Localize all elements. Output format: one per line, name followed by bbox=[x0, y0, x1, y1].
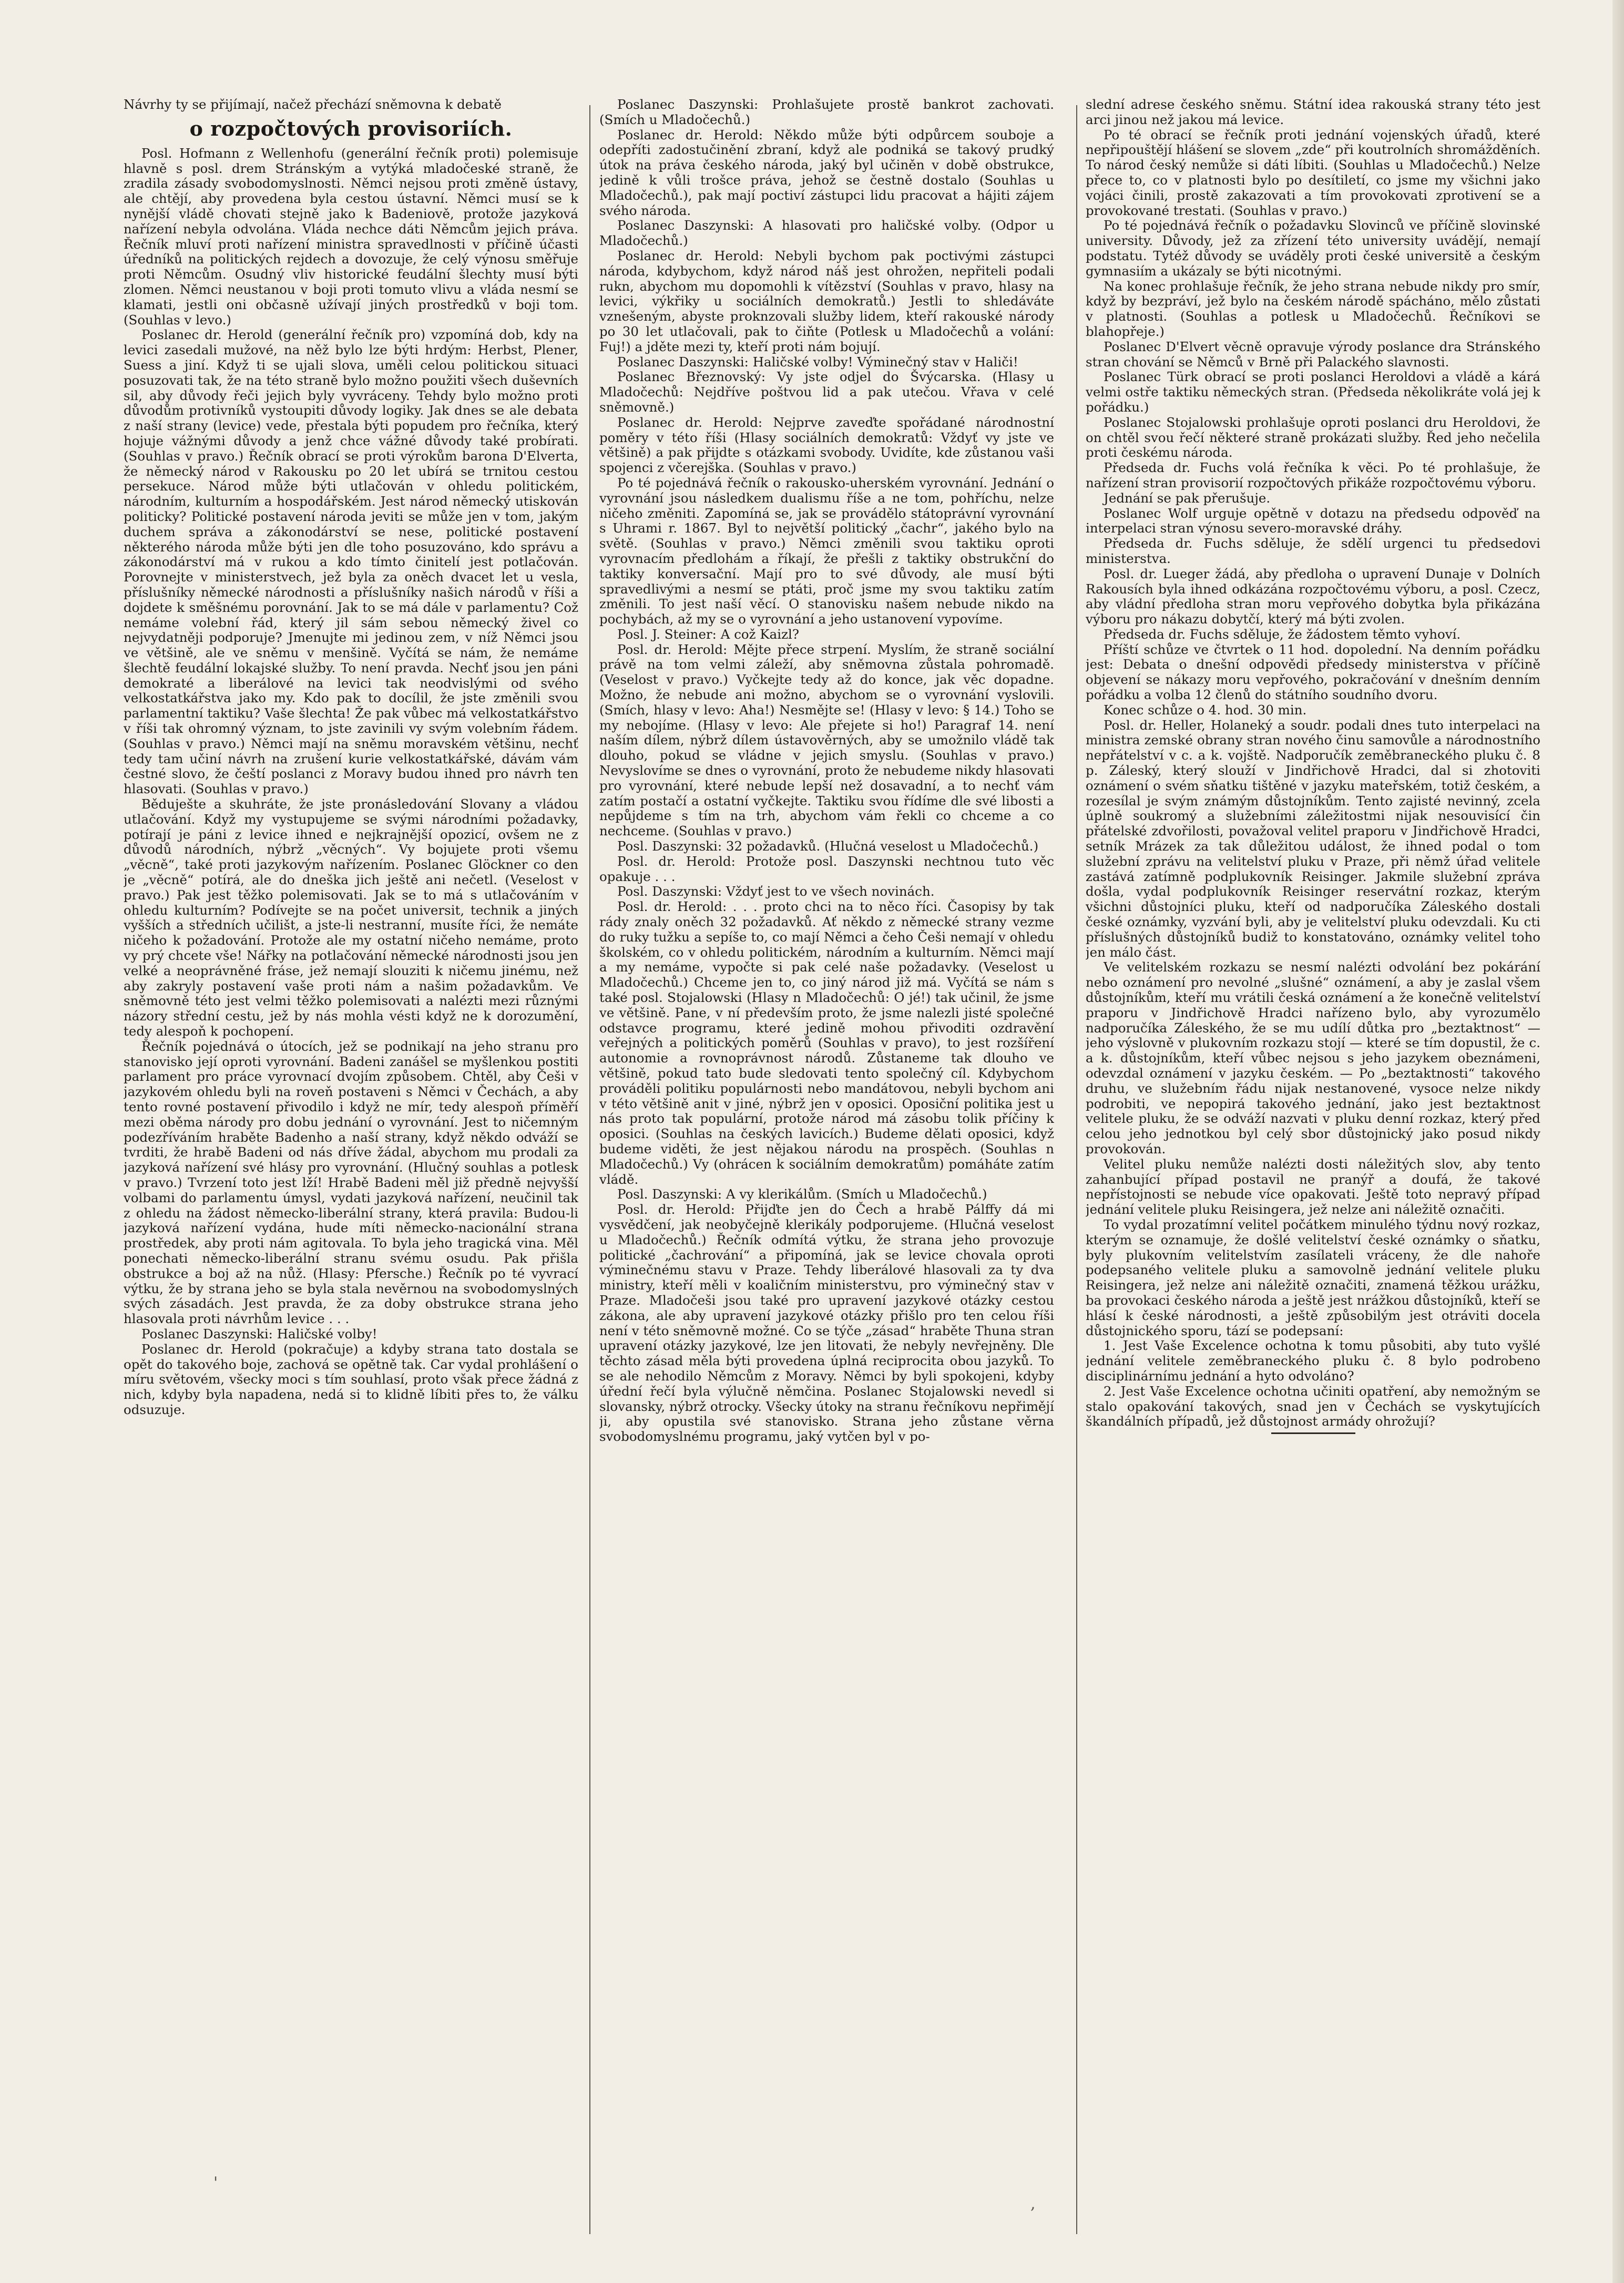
paragraph: Posl. dr. Herold: . . . proto chci na to něco říci. Časopisy by tak rády znaly oněch 32 požadavků. Ať někdo z německé strany vezme do ruky tužku a sepíše to, co mají Němci a čeho Češi nemají v ohledu školském, co v ohledu politickém, národním a kulturním. Němci mají a my nemáme, vypočte si pak celé naše požadavky. (Veselost u Mladočechů.) Chceme jen to, co jiný národ již má. Vyčítá se nám s také posl. Stojalowski (Hlasy n Mladočechů: O jé!) tak učinil, že jsme ve většině. Pane, v ní především proto, že jsme nalezli jisté společné odstavce programu, které jedině mohou přivoditi ozdravění veřejných a politických poměrů (Souhlas v pravo), to jest rozšíření autonomie a rovnoprávnost národů. Zůstaneme tak dlouho ve většině, pokud tato bude sledovati tento společný cíl. Kdybychom prováděli politiku populárnosti nebo mandátovou, nebyli bychom ani v této většině anit v jiné, nýbrž jen v oposici. Oposiční politika jest u nás proto tak populární, protože národ má zásobu tolik příčiny k oposici. (Souhlas na českých lavicích.) Budeme dělati oposici, když budeme viděti, že jest nějakou národu na prospěch. (Souhlas n Mladočechů.) Vy (ohrácen k sociálním demokratům) pomáháte zatím vládě. bbox=[599, 899, 1054, 1187]
scan-mark: , bbox=[1030, 2195, 1036, 2213]
paragraph: Posl. Daszynski: 32 požadavků. (Hlučná veselost u Mladočechů.) bbox=[617, 838, 1039, 854]
paragraph: Poslanec D'Elvert věcně opravuje výrody poslance dra Stránského stran chování se Němců v Brně při Palackého slavnosti. bbox=[1086, 339, 1540, 370]
paragraph: Poslanec Türk obrací se proti poslanci Heroldovi a vládě a kárá velmi ostře taktiku německých stran. (Předseda několikráte volá jej k pořádku.) bbox=[1086, 369, 1540, 415]
column-middle bbox=[599, 97, 1054, 2242]
paragraph: Předseda dr. Fuchs volá řečníka k věci. Po té prohlašuje, že nařízení stran provisorií rozpočtových přikáže rozpočtovému výboru. bbox=[1086, 460, 1540, 490]
paragraph: Poslanec Stojalowski prohlašuje oproti poslanci dru Heroldovi, že on chtěl svou řečí některé straně prokázati služby. Řed jeho nečelila proti českému národa. bbox=[1086, 414, 1540, 460]
interpellation-paragraph: Posl. dr. Heller, Holaneký a soudr. podali dnes tuto interpelaci na ministra zemské obrany stran nového činu samovůle a národnostního nepřátelství v c. a k. vojště. Nadporučík zeměbraneckého pluku č. 8 p. Záleský, který slouží v Jindřichově Hradci, dal si zhotoviti oznámení o svém sňatku tištěné v jazyku mateřském, totiž českém, a rozesílal je svým známým důstojníkům. Tento zajisté nevinný, zcela úplně soukromý a služebními záležitostmi nijak nesouvisící čin přátelské zdvořilosti, považoval velitel praporu v Jindřichově Hradci, setník Mrázek za tak důležitou událost, že ihned podal o tom služební zprávu na velitelství pluku v Praze, při němž úřad velitele zastává zatímně podplukovník Reisinger. Jakmile služební zpráva došla, vydal podplukovník Reisinger reservátní rozkaz, kterým všichni důstojníci pluku, kteří od nadporučíka Záleského dostali české oznámky, vyzvání byli, aby je velitelství pluku odevzdali. Ku cti příslušných důstojníků budiž to konstatováno, oznámky velitel toho jen málo část. bbox=[1086, 717, 1540, 960]
scan-mark: ' bbox=[213, 2174, 218, 2192]
column-left bbox=[124, 97, 578, 2242]
paragraph: Běduješte a skuhráte, že jste pronásledování Slovany a vládou utlačování. Když my vystupujeme se svými národními požadavky, potírají je páni z levice ihned e nejkrajnější opozicí, ovšem ne z důvodů národních, nýbrž „věcných“. Vy bojujete proti všemu „věcně“, také proti jazykovým nařízením. Poslanec Glöckner co den je „věcně“ potírá, ale do dneška jich ještě ani nečetl. (Veselost v pravo.) Pak jest těžko polemisovati. Jak se to má s utlačováním v ohledu kulturním? Podívejte se na počet universit, technik a jiných vyšších a středních učilišt, a jste-li nestranní, musíte říci, že nemáte ničeho k požadování. Protože ale my ostatní ničeho nemáme, proto vy prý chcete vše! Nářky na potlačování německé národnosti jsou jen velké a neoprávněné fráse, jež nemají slouziti k ničemu jinému, než aby zakryly postavení vaše proti nám a našim požadavkům. Ve sněmovně této jest velmi těžko polemisovati a nalézti mezi různými názory střední cestu, jež by nás mohla vésti když ne k dorozumění, tedy alespoň k pochopení. bbox=[124, 796, 578, 1039]
paragraph: Ve velitelském rozkazu se nesmí nalézti odvolání bez pokárání nebo oznámení pro nevolné „slušné“ oznámení, a aby je zaslal všem důstojníkům, kteří mu vrátili česká oznámení a že konečně velitelství praporu v Jindřichově Hradci nařízeno bylo, aby vyrozumělo nadporučíka Záleského, že se mu udílí důtka pro „beztaktnost“ — jeho výslovně v plukovním rozkazu stojí — které se tím dopustil, že c. a k. důstojníkům, kteří vůbec nejsou s jeho jazykem obeznámeni, odevzdal oznámení v jazyku českém. — Po „beztaktnosti“ takového druhu, ve služebním řádu nijak nestanovené, vysoce nelze nikdy podrobiti, ve nepopirá takového jednání, jako jest beztaktnost velitele pluku, že se odváží nazvati v pluku denní rozkaz, který před celou jeho jednotkou byl celý sbor důstojnický jako posud nikdy provokován. bbox=[1086, 959, 1540, 1156]
paragraph: Posl. J. Steiner: A což Kaizl? bbox=[617, 626, 799, 642]
paragraph: Po té pojednává řečník o požadavku Slovinců ve příčině slovinské university. Důvody, jež za zřízení této university uvádějí, nemají podstatu. Tytéž důvody se uváděly proti české universitě a českým gymnasiím a ukázaly se býti nicotnými. bbox=[1086, 218, 1540, 279]
paragraph: Poslanec dr. Herold: Nejprve zaveďte spořádané národnostní poměry v této říši (Hlasy sociálních demokratů: Vždyť vy jste ve většině) a pak přijdte s otázkami svobody. Uvidíte, kde zůstanou vaši spojenci z včerejška. (Souhlas v pravo.) bbox=[599, 414, 1054, 476]
question-1: 1. Jest Vaše Excelence ochotna k tomu působiti, aby tuto vyšlé jednání velitele zeměbraneckého pluku č. 8 bylo podrobeno disciplinárnímu jednání a hyto odvoláno? bbox=[1086, 1338, 1540, 1384]
paragraph: Na konec prohlašuje řečník, že jeho strana nebude nikdy pro smír, když by bezpráví, jež bylo na českém národě spácháno, mělo zůstati v platnosti. (Souhlas a potlesk u Mladočechů. Řečníkovi se blahopřeje.) bbox=[1086, 278, 1540, 339]
column-divider bbox=[1076, 105, 1077, 2234]
question-2: 2. Jest Vaše Excelence ochotna učiniti opatření, aby nemožným se stalo opakování takových, snad jen v Čechách se vyskytujících škandálních případů, jež důstojnost armády ohrožují? bbox=[1086, 1383, 1540, 1429]
paragraph: Posl. dr. Herold: Protože posl. Daszynski nechtnou tuto věc opakuje . . . bbox=[599, 853, 1054, 884]
paragraph: Velitel pluku nemůže nalézti dosti náležitých slov, aby tento zahanbující případ postavil ne pranýř a doufá, že takové nepřístojnosti se nebude více opakovati. Ještě toto nepravý případ jednání velitele pluku Reisingera, jež nelze ani náležitě označiti. bbox=[1086, 1156, 1540, 1217]
intro-paragraph: Návrhy ty se přijímají, načež přechází sněmovna k debatě bbox=[124, 97, 502, 112]
section-heading: o rozpočtových provisoriích. bbox=[189, 116, 513, 140]
paragraph: Poslanec dr. Herold: Někdo může býti odpůrcem souboje a odepříti zadostučinění zbraní, když ale podniká se takový prudký útok na práva českého národa, jaký byl učiněn v době obstrukce, jedině k vůli trošce práva, jehož se čestně dostalo (Souhlas u Mladočechů.), pak mají poctiví zástupci lidu pracovat a hájiti zájem svého národa. bbox=[599, 127, 1054, 218]
page-edge-shadow bbox=[1612, 0, 1624, 2283]
paragraph: Posl. Daszynski: A vy klerikálům. (Smích u Mladočechů.) bbox=[617, 1186, 987, 1202]
paragraph: Posl. dr. Herold: Mějte přece strpení. Myslím, že straně sociální právě na tom velmi záleží, aby sněmovna zůstala pohromadě. (Veselost v pravo.) Vyčkejte tedy až do konce, jak věc dopadne. Možno, že nebude ani možno, abychom se o vyrovnání vyslovili. (Smích, hlasy v levo: Aha!) Nesmějte se! (Hlasy v levo: § 14.) Toho se my nebojíme. (Hlasy v levo: Ale přejete si ho!) Paragraf 14. není naším dílem, nýbrž dílem ústavověrných, aby se umožnilo vládě tak dlouho, pokud se vládne v jejich smyslu. (Souhlas v pravo.) Nevyslovíme se dnes o vyrovnání, proto že nebudeme nikdy hlasovati pro vyrovnání, které nebude lepší než dosavadní, a to nechť vám zatím postačí a ostatní vyčkejte. Taktiku svou řídíme dle své libosti a nepůjdeme s tím na trh, abychom vám řekli co chceme a co nechceme. (Souhlas v pravo.) bbox=[599, 641, 1054, 839]
paragraph: Poslanec Daszynski: Haličské volby! bbox=[141, 1326, 377, 1342]
paragraph: Předseda dr. Fuchs sděluje, že sdělí urgenci tu předsedovi ministerstva. bbox=[1086, 536, 1540, 566]
paragraph: To vydal prozatímní velitel počátkem minulého týdnu nový rozkaz, kterým se oznamuje, že došlé velitelství české oznámky o sňatku, byly plukovním velitelstvím zasílateli vráceny, že dle nahoře podepsaného velitele pluku a samovolně jednání velitele pluku Reisingera, jež nelze ani náležitě označiti, znamená těžkou urážku, ba provokaci českého národa a ještě jest nrážkou důstojníků, kteří se hlásí k české národnosti, a ještě způsobilým jest otráviti docela důstojnického sporu, tází se podepsaní: bbox=[1086, 1216, 1540, 1338]
end-rule bbox=[1271, 1432, 1355, 1434]
paragraph: Poslanec Daszynski: A hlasovati pro haličské volby. (Odpor u Mladočechů.) bbox=[599, 218, 1054, 249]
paragraph: Poslanec dr. Herold (generální řečník pro) vzpomíná dob, kdy na levici zasedali mužové, na něž bylo lze býti hrdým: Herbst, Plener, Suess a jiní. Když ti se ujali slova, uměli celou politickou situaci posuzovati tak, že na této straně bylo možno použiti všech duševních sil, aby důvody řeči jejich byly vyvráceny. Tehdy bylo možno proti důvodům protivníků vystoupiti důvody logiky. Jak dnes se ale debata z naší strany (levice) vede, přestala býti popudem pro řečníka, který hojuje vážnými důvody a jenž chce vážné důvody také probírati. (Souhlas v pravo.) Řečník obrací se proti výrokům barona D'Elverta, že německý národ v Rakousku po 20 let ubírá se trnitou cestou persekuce. Národ může býti utlačován v ohledu politickém, národním, kulturním a hospodářském. Jest národ německý utiskován politicky? Politické postavení národa jeviti se může jen v tom, jakým duchem správa a zákonodárství se nese, politické postavení některého národa může býti jen dle toho posuzováno, kdo správu a zákonodárství má v rukou a kdo tímto činitelí jest potlačován. Porovnejte v ministerstvech, jež byla za oněch dvacet let u vesla, příslušníky německé národnosti a příslušníky našich národů v říši a dojdete k směšnému porovnání. Jak to se má dále v parlamentu? Což nemáme volební řád, který jil sám sebou německý živel co nejvydatněji podporuje? Jmenujte mi jedinou zem, v níž Němci jsou ve většině, ale ve sněmu v menšině. Vyčítá se nám, že nemáme šlechtě feudální lokajské služby. To není pravda. Nechť jsou jen páni demokraté a liberálové na levici tak neodvislými od svého velkostatkářstva jako my. Kdo pak to docílil, že jste změnili svou parlamentní taktiku? Vaše šlechta! Že pak vůbec má velkostatkářstvo v říši tak ohromný význam, to jste zavinili vy svým volebním řádem. (Souhlas v pravo.) Němci mají na sněmu moravském většinu, nechť tedy tam učiní návrh na zrušení kurie velkostatkářské, dávám vám čestné slovo, že čeští poslanci z Moravy budou ihned pro návrh ten hlasovati. (Souhlas v pravo.) bbox=[124, 327, 578, 797]
paragraph: Po té obrací se řečník proti jednání vojenských úřadů, které nepřipouštějí hlášení se slovem „zde“ při koutrolních shromážděních. To národ český nemůže si dáti líbiti. (Souhlas u Mladočechů.) Nelze přece to, co v platnosti bylo po desítiletí, co jsme my všichni jako vojáci činili, prostě zakazovati a tím provokovati zprotivení se a provokované trestati. (Souhlas v pravo.) bbox=[1086, 127, 1540, 218]
paragraph: Poslanec Březnovský: Vy jste odjel do Švýcarska. (Hlasy u Mladočechů: Nejdříve poštvou lid a pak utečou. Vřava v celé sněmovně.) bbox=[599, 369, 1054, 415]
paragraph: Posl. Hofmann z Wellenhofu (generální řečník proti) polemisuje hlavně s posl. drem Stránským a vytýká mladočeské straně, že zradila zásady svobodomyslnosti. Němci nejsou proti změně ústavy, ale chtějí, aby provedena byla cestou ústavní. Němci musí se k nynější vládě chovati stejně jako k Badeniově, protože jazyková nařízení nebyla odvolána. Vláda nechce dáti Němcům jejich práva. Řečník mluví proti nařízení ministra spravedlnosti v příčině účasti úředníků na politických rejdech a dovozuje, že celý výnosu směřuje proti Němcům. Osudný vliv historické feudální šlechty musí býti zlomen. Němci neustanou v boji proti tomuto vlivu a vláda nesmí se klamati, jestli oni občasně užívají jiných prostředků v boji tom. (Souhlas v levo.) bbox=[124, 145, 578, 327]
paragraph: Konec schůze o 4. hod. 30 min. bbox=[1104, 702, 1307, 718]
column-right bbox=[1086, 97, 1540, 2242]
column-divider bbox=[589, 105, 590, 2234]
paragraph: slední adrese českého sněmu. Státní idea rakouská strany této jest arci jinou než jakou má levice. bbox=[1086, 97, 1540, 127]
paragraph: Posl. dr. Lueger žádá, aby předloha o upravení Dunaje v Dolních Rakousích byla ihned odkázána rozpočtovému výboru, a posl. Czecz, aby vládní předloha stran moru vepřového dobytka byla přikázána výboru pro nákazu dobytčí, který má býti zvolen. bbox=[1086, 566, 1540, 627]
paragraph: Posl. Daszynski: Vždyť jest to ve všech novinách. bbox=[617, 884, 935, 899]
paragraph: Řečník pojednává o útocích, jež se podnikají na jeho stranu pro stanovisko její oproti vyrovnání. Badeni zanášel se myšlenkou postiti parlament pro práce vyrovnací dvojím způsobem. Chtěl, aby Češi v jazykovém ohledu byli na roveň postaveni s Němci v Čechách, a aby tento rovné postavení přivodilo i když ne mír, tedy alespoň příměří mezi oběma národy pro dobu jednání o vyrovnání. Jest to ničemným podezříváním hraběte Badenho a naší strany, když někdo odváží se tvrditi, že hrabě Badeni od nás dříve žádal, abychom mu prodali za jazyková nařízení své hlásy pro vyrovnání. (Hlučný souhlas a potlesk v pravo.) Tvrzení toto jest lží! Hrabě Badeni měl již předně nejvyšší volbami do parlamentu úmysl, vydati jazyková nařízení, neučinil tak z ohledu na žádost německo-liberální strany, která pravila: Budou-li jazyková nařízení vydána, hude míti německo-nacionální strana prostředek, aby proti nám agitovala. To byla jeho tragická vina. Měl ponechati německo-liberální stranu svému osudu. Pak přišla obstrukce a boj až na nůž. (Hlasy: Pfersche.) Řečník po té vyvrací výtku, že by strana jeho se byla stala nevěrnou na svobodomyslných svých zásadách. Jest pravda, že za doby obstrukce strana jeho hlasovala proti návrhům levice . . . bbox=[124, 1038, 578, 1327]
paragraph: Poslanec dr. Herold (pokračuje) a kdyby strana tato dostala se opět do takového boje, zachová se opětně tak. Car vydal prohlášení o míru světovém, všecky moci s tím souhlasí, proto však přece žádná z nich, kdyby byla napadena, nedá si to klidně líbiti přes to, že válku odsuzuje. bbox=[124, 1341, 578, 1417]
paragraph: Jednání se pak přerušuje. bbox=[1104, 490, 1271, 506]
paragraph: Poslanec Daszynski: Prohlašujete prostě bankrot zachovati. (Smích u Mladočechů.) bbox=[599, 97, 1054, 127]
paragraph: Poslanec Wolf urguje opětně v dotazu na předsedu odpověď na interpelaci stran výnosu severo-moravské dráhy. bbox=[1086, 505, 1540, 536]
paragraph: Předseda dr. Fuchs sděluje, že žádostem těmto vyhoví. bbox=[1104, 626, 1461, 642]
paragraph: Příští schůze ve čtvrtek o 11 hod. dopolední. Na denním pořádku jest: Debata o dnešní odpovědi předsedy ministerstva v příčině objevení se nákazy moru vepřového, pokračování v dnešním denním pořádku a volba 12 členů do státního soudního dvoru. bbox=[1086, 641, 1540, 703]
paragraph: Poslanec Daszynski: Haličské volby! Výminečný stav v Haliči! bbox=[617, 354, 1018, 370]
paragraph: Po té pojednává řečník o rakousko-uherském vyrovnání. Jednání o vyrovnání jsou následkem dualismu říše a ne tom, pohříchu, nelze ničeho změniti. Zapomíná se, jak se provádělo státoprávní vyrovnání s Uhrami r. 1867. Byl to největší politický „čachr“, jakého bylo na světě. (Souhlas v pravo.) Němci změnili svou taktiku oproti vyrovnacím předlohám a říkají, že přešli z taktiky obstrukční do taktiky konversační. Mají pro to své důvody, ale musí býti spravedlivými a nesmí se ptáti, proč jsme my svou taktiku zatím změnili. To jest naší věcí. O stanovisku našem nebude nikdo na pochybách, až my se o vyrovnání a jeho ustanovení vypovíme. bbox=[599, 475, 1054, 627]
paragraph: Poslanec dr. Herold: Nebyli bychom pak poctivými zástupci národa, kdybychom, když národ náš jest ohrožen, nepřiteli podali rukn, abychom mu dopomohli k vítězství (Souhlas v pravo, hlasy na levici, výkřiky u sociálních demokratů.) Jestli to shledáváte vznešeným, abyste proknzovali služby lidem, kteří rakouské národy po 30 let utlačovali, pak to čiňte (Potlesk u Mladočechů a volání: Fuj!) a jděte mezi ty, kteří proti nám bojují. bbox=[599, 248, 1054, 354]
paragraph: Posl. dr. Herold: Přijďte jen do Čech a hrabě Pálffy dá mi vysvědčení, jak neobyčejně klerikály podporujeme. (Hlučná veselost u Mladočechů.) Řečník odmítá výtku, že strana jeho provozuje politické „čachrování“ a připomíná, jak se levice chovala oproti výminečnému stavu v Praze. Tehdy liberálové hlasovali za ty dva ministry, kteří měli v koaličním ministerstvu, pro výminečný stav v Praze. Mladočeši jsou také pro upravení jazykové otázky cestou zákona, ale aby upravení jazykové otázky přišlo pro ten celou říši není v této sněmovně možné. Co se týče „zásad“ hraběte Thuna stran upravení otázky jazykové, lze jen litovati, že nebyly nevřejněny. Dle těchto zásad měla býti provedena úplná reciprocita obou jazyků. To se ale nehodilo Němcům z Moravy. Němci by byli spokojeni, kdyby úřední řečí byla výlučně němčina. Poslanec Stojalowski nevedl si slovansky, nýbrž otrocky. Všecky útoky na stranu řečníkovu nepřimějí ji, aby opustila své stanovisko. Strana jeho zůstane věrna svobodomyslnému programu, jaký vytčen byl v po- bbox=[599, 1202, 1054, 1445]
